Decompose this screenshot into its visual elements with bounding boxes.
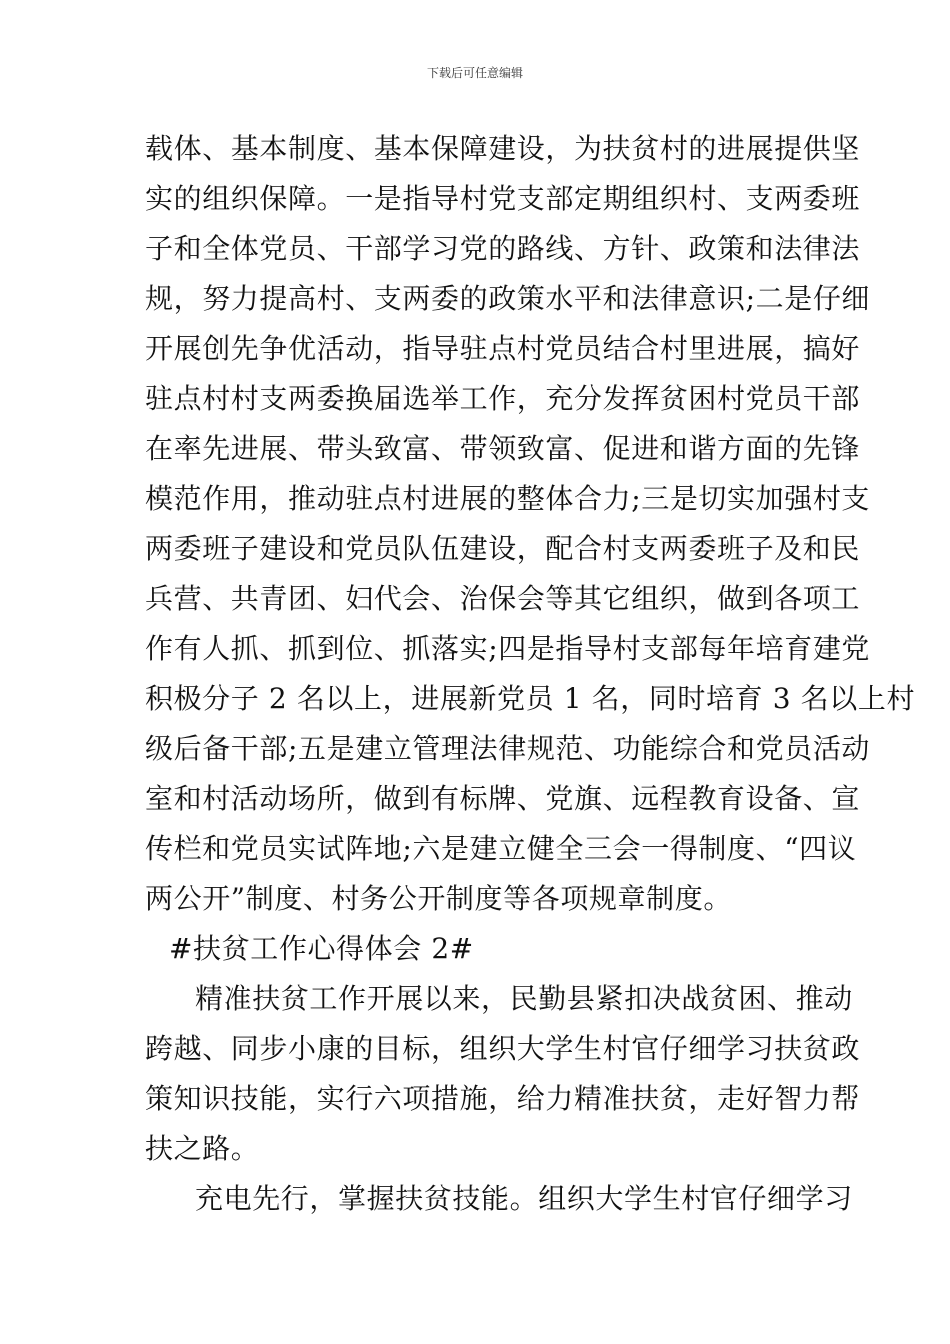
text-line: 传栏和党员实试阵地;六是建立健全三会一得制度、“四议 [145, 832, 857, 865]
section-heading: #扶贫工作心得体会 2# [169, 932, 474, 965]
text-line: 驻点村村支两委换届选举工作，充分发挥贫困村党员干部 [145, 382, 861, 415]
document-body [145, 124, 916, 1224]
page-header: 下载后可任意编辑 [426, 66, 523, 80]
text-line: 在率先进展、带头致富、带领致富、促进和谐方面的先锋 [145, 432, 861, 465]
paragraph-start-line: 充电先行，掌握扶贫技能。组织大学生村官仔细学习 [195, 1182, 853, 1215]
text-line: 作有人抓、抓到位、抓落实;四是指导村支部每年培育建党 [145, 632, 871, 665]
text-line: 两公开”制度、村务公开制度等各项规章制度。 [145, 882, 732, 915]
text-line: 室和村活动场所，做到有标牌、党旗、远程教育设备、宣 [145, 782, 861, 815]
text-line: 扶之路。 [145, 1132, 260, 1165]
text-line: 开展创先争优活动，指导驻点村党员结合村里进展，搞好 [145, 332, 861, 365]
text-line: 规，努力提高村、支两委的政策水平和法律意识;二是仔细 [145, 282, 871, 315]
text-line: 载体、基本制度、基本保障建设，为扶贫村的进展提供坚 [145, 132, 861, 165]
text-line: 子和全体党员、干部学习党的路线、方针、政策和法律法 [145, 232, 861, 265]
text-line: 兵营、共青团、妇代会、治保会等其它组织，做到各项工 [145, 582, 861, 615]
text-line: 实的组织保障。一是指导村党支部定期组织村、支两委班 [145, 182, 861, 215]
text-line: 策知识技能，实行六项措施，给力精准扶贫，走好智力帮 [145, 1082, 861, 1115]
text-line: 两委班子建设和党员队伍建设，配合村支两委班子及和民 [145, 532, 861, 565]
text-line: 积极分子 2 名以上，进展新党员 1 名，同时培育 3 名以上村 [145, 682, 916, 715]
text-line: 级后备干部;五是建立管理法律规范、功能综合和党员活动 [145, 732, 871, 765]
paragraph-start-line: 精准扶贫工作开展以来，民勤县紧扣决战贫困、推动 [195, 982, 853, 1015]
text-line: 模范作用，推动驻点村进展的整体合力;三是切实加强村支 [145, 482, 871, 515]
text-line: 跨越、同步小康的目标，组织大学生村官仔细学习扶贫政 [145, 1032, 861, 1065]
